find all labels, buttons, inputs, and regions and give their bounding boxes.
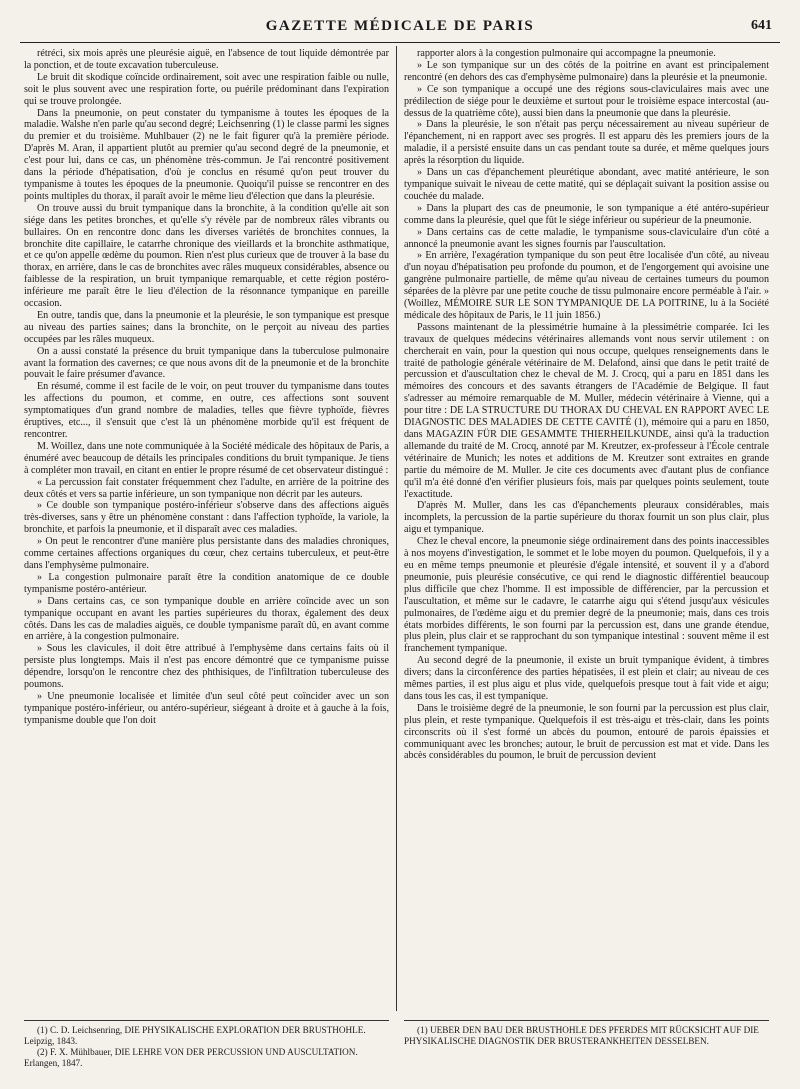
paragraph: D'après M. Muller, dans les cas d'épanchements pleuraux considérables, mais incomplets, la percussion de la partie supérieure du thorax fournit un son plus clair, plus aigu et tympanique. [404, 500, 769, 536]
header-rule [20, 42, 780, 43]
paragraph: Passons maintenant de la plessimétrie humaine à la plessimétrie comparée. Ici les travaux de quelques médecins vétérinaires allemands vont nous servir utilement : on chercherait en vain, pour la question qui nous occupe, quelques renseignements dans le traité de pathologie générale vétérinaire de M. Delafond, ainsi que dans le petit traité de percussion et d'auscultation chez le cheval de M. J. Crocq, qui a paru en 1851 dans les mémoires des concours et des savants étrangers de l'Académie de Belgique. Il faut s'adresser au mémoire remarquable de M. Muller, médecin vétérinaire à Vienne, qui a pour titre : DE LA STRUCTURE DU THORAX DU CHEVAL EN RAPPORT AVEC LE DIAGNOSTIC DES MALADIES DE CETTE CAVITÉ (1), mémoire qui a paru en 1850, dans MAGAZIN FÜR DIE GESAMMTE THIERHEILKUNDE, ainsi qu'à la traduction allemande du traité de M. Crocq, annoté par M. Kreutzer, ex-professeur à l'École centrale vétérinaire de Munich; les notes et additions de M. Kreutzer sont extraites en grande partie du mémoire de M. Muller. Je cite ces documents avec d'autant plus de confiance qu'il m'a été donné d'en vérifier plusieurs fois, mais par quelques points seulement, toute l'exactitude. [404, 321, 769, 500]
paragraph: Chez le cheval encore, la pneumonie siége ordinairement dans des points inaccessibles à nos moyens d'investigation, le sommet et le lobe moyen du poumon. Quelquefois, il y a eu en même temps pneumonie et pleurésie d'égale intensité, et souvent il y a d'abord pneumonie, puis pleurésie consécutive, ce qui rend le diagnostic différentiel beaucoup plus difficile que chez l'homme. Il est impossible de différencier, par la percussion et l'auscultation, et même sur le cadavre, le catarrhe aigu qui s'étend jusqu'aux vésicules pulmonaires, de l'œdème aigu et du premier degré de la pneumonie; mais, dans ces trois états morbides différents, le son fourni par la percussion est, dans une grande étendue, plus plein, plus clair et se rapprochant du son tympanique intestinal : souvent même il est franchement tympanique. [404, 536, 769, 655]
footnote: (1) UEBER DEN BAU DER BRUSTHOHLE DES PFERDES MIT RÜCKSICHT AUF DIE PHYSIKALISCHE DIAGNOSTIK DER BRUSTERANKHEITEN DESSELBEN. [404, 1025, 759, 1046]
paragraph: rapporter alors à la congestion pulmonaire qui accompagne la pneumonie. [417, 48, 716, 59]
paragraph: » Dans certains cas, ce son tympanique double en arrière coïncide avec un son tympanique occupant en avant les parties supérieures du thorax, également des deux côtés. Dans les cas de maladies aiguës, ce double tympanisme paraît dû, en avant comme en arrière, à la congestion pulmonaire. [24, 595, 389, 643]
paragraph: » La congestion pulmonaire paraît être la condition anatomique de ce double tympanisme postéro-antérieur. [24, 571, 389, 595]
paragraph: On trouve aussi du bruit tympanique dans la bronchite, à la condition qu'elle ait son siége dans les petites bronches, et qu'elle s'y révèle par de nombreux râles vibrants ou bullaires. On en rencontre donc dans les diverses variétés de bronchites connues, la bronchite dite capillaire, le catarrhe chronique des vieillards et la bronchite asthmatique, et ce qu'on appelle œdème du poumon. Rien n'est plus curieux que de trouver à la base du thorax, en arrière, dans le cas de bronchites avec râles muqueux considérables, absence ou faiblesse de la respiration, un bruit tympanique remarquable, et cette région postéro-inférieure me paraît être le lieu d'élection de la résonnance tympanique en pareille occasion. [24, 202, 389, 310]
paragraph: » Dans certains cas de cette maladie, le tympanisme sous-claviculaire d'un côté a annoncé la pneumonie avant les signes fournis par l'auscultation. [404, 226, 769, 250]
paragraph: » Sous les clavicules, il doit être attribué à l'emphysème dans certains faits où il persiste plus longtemps. Mais il n'est pas encore démontré que ce tympanisme puisse dépendre, lorsqu'on le rencontre chez des phthisiques, de l'infiltration tuberculeuse des poumons. [24, 643, 389, 691]
paragraph: » Ce son tympanique a occupé une des régions sous-claviculaires mais avec une prédilection de siége pour le deuxième et surtout pour le troisième espace intercostal (au-dessus de la quatrième côte), aussi bien dans la pneumonie que dans la pleurésie. [404, 83, 769, 119]
paragraph: Dans le troisième degré de la pneumonie, le son fourni par la percussion est plus clair, plus plein, et reste tympanique. Quelquefois il est très-aigu et très-clair, dans les points circonscrits où il s'est formé un abcès du poumon, entouré de parois épaissies et communiquant avec les bronches; autour, le bruit de percussion est mat et vide. Dans les abcès considérables du poumon, le bruit de percussion devient [404, 702, 769, 762]
paragraph: Dans la pneumonie, on peut constater du tympanisme à toutes les époques de la maladie. Walshe n'en parle qu'au second degré; Leichsenring (1) le classe parmi les signes du premier et du troisième. Muhlbauer (2) ne le fait figurer qu'à la première période. D'après M. Aran, il appartient plutôt au premier qu'au second degré de la pneumonie, et c'est pour lui, dans ce cas, un phénomène très-commun. Je l'ai rencontré positivement dans la période d'hépatisation, d'où je conclus en résumé qu'on peut trouver du tympanisme à toutes les époques de la pneumonie. Quoiqu'il puisse se rencontrer en des points multiples du thorax, il paraît avoir le même lieu d'élection que dans la pleurésie. [24, 107, 389, 202]
paragraph: » On peut le rencontrer d'une manière plus persistante dans des maladies chroniques, comme certaines affections organiques du cœur, chez certains tuberculeux, et peut-être dans l'emphysème pulmonaire. [24, 536, 389, 571]
right-column [404, 48, 769, 762]
paragraph: Le bruit dit skodique coïncide ordinairement, soit avec une respiration faible ou nulle, soit le plus souvent avec une respiration forte, ou puérile prédominant dans l'expiration qui se trouve prolongée. [24, 71, 389, 107]
page-header [20, 18, 780, 40]
paragraph: » En arrière, l'exagération tympanique du son peut être localisée d'un côté, au niveau d'un noyau d'hépatisation peu profonde du poumon, et de l'engorgement qui avoisine une gangrène pulmonaire partielle, de même qu'au niveau de certaines tumeurs du poumon séparées de la plèvre par une petite couche de tissu pulmonaire encore perméable à l'air. » (Woillez, MÉMOIRE SUR LE SON TYMPANIQUE DE LA POITRINE, lu à la Société médicale des hôpitaux de Paris, le 11 juin 1856.) [404, 250, 769, 321]
paragraph: rétréci, six mois après une pleurésie aiguë, en l'absence de tout liquide démontrée par la ponction, et de toute excavation tuberculeuse. [24, 48, 389, 71]
left-footnotes [24, 1020, 389, 1069]
paragraph: » Ce double son tympanique postéro-inférieur s'observe dans des affections aiguës très-diverses, sans y être un phénomène constant : dans l'affection typhoïde, la variole, la bronchite, et parfois la pneumonie, et il disparaît avec ces maladies. [24, 500, 389, 536]
paragraph: En outre, tandis que, dans la pneumonie et la pleurésie, le son tympanique est presque au niveau des parties saines; dans la bronchite, on le perçoit au niveau des parties occupées par les râles muqueux. [24, 309, 389, 345]
journal-title: GAZETTE MÉDICALE DE PARIS [265, 18, 535, 34]
paragraph: » Dans un cas d'épanchement pleurétique abondant, avec matité antérieure, le son tympanique suivait le niveau de cette matité, qui se déplaçait suivant la position assise ou couchée du malade. [404, 167, 769, 202]
column-divider [396, 46, 397, 1011]
paragraph: » Dans la pleurésie, le son n'était pas perçu nécessairement au niveau supérieur de l'épanchement, ni en rapport avec ses progrès. Il est apparu dès les premiers jours de la maladie, il a persisté ensuite dans un cas pendant toute sa durée, et même quelques jours après la résorption du liquide. [404, 119, 769, 167]
page-number: 641 [751, 18, 772, 33]
paragraph: « La percussion fait constater fréquemment chez l'adulte, en arrière de la poitrine des deux côtés et vers sa partie inférieure, un son tympanique non décrit par les auteurs. [24, 476, 389, 500]
paragraph: » Une pneumonie localisée et limitée d'un seul côté peut coïncider avec un son tympanique postéro-inférieur, ou antéro-supérieur, siégeant à droite et à gauche à la fois, tympanisme double que l'on doit [24, 690, 389, 726]
paragraph: On a aussi constaté la présence du bruit tympanique dans la tuberculose pulmonaire avant la formation des cavernes; ce que nous avons dit de la pneumonie et de la bronchite pouvait le faire présumer d'avance. [24, 345, 389, 381]
right-footnotes [404, 1020, 769, 1047]
paragraph: Au second degré de la pneumonie, il existe un bruit tympanique évident, à timbres divers; dans la circonférence des parties hépatisées, il est plein et clair; au niveau de ces mêmes parties, il est plus aigu et plus vide, quelquefois presque tout à fait vide et aigu; dans tous les cas, il est tympanique. [404, 655, 769, 702]
left-column [24, 48, 389, 727]
paragraph: M. Woillez, dans une note communiquée à la Société médicale des hôpitaux de Paris, a énuméré avec beaucoup de détails les principales conditions du bruit tympanique. Je tiens à compléter mon travail, en citant en entier le propre résumé de cet observateur distingué : [24, 440, 389, 476]
footnote: (2) F. X. Mühlbauer, DIE LEHRE VON DER PERCUSSION UND AUSCULTATION. Erlangen, 1847. [24, 1047, 358, 1068]
footnote: (1) C. D. Leichsenring, DIE PHYSIKALISCHE EXPLORATION DER BRUSTHOHLE. Leipzig, 1843. [24, 1025, 366, 1046]
paragraph: » Le son tympanique sur un des côtés de la poitrine en avant est principalement rencontré (en dehors des cas d'emphysème pulmonaire) dans la pleurésie et la pneumonie. [404, 59, 769, 83]
paragraph: » Dans la plupart des cas de pneumonie, le son tympanique a été antéro-supérieur comme dans la pleurésie, quel que fût le siége inférieur ou supérieur de la pneumonie. [404, 202, 769, 226]
paragraph: En résumé, comme il est facile de le voir, on peut trouver du tympanisme dans toutes les affections du poumon, et comme, en outre, ces affections sont souvent symptomatiques d'un grand nombre de maladies, telles que fièvre typhoïde, fièvres éruptives, etc..., il s'ensuit que c'est là un phénomène morbide qu'il est fréquent de rencontrer. [24, 381, 389, 440]
